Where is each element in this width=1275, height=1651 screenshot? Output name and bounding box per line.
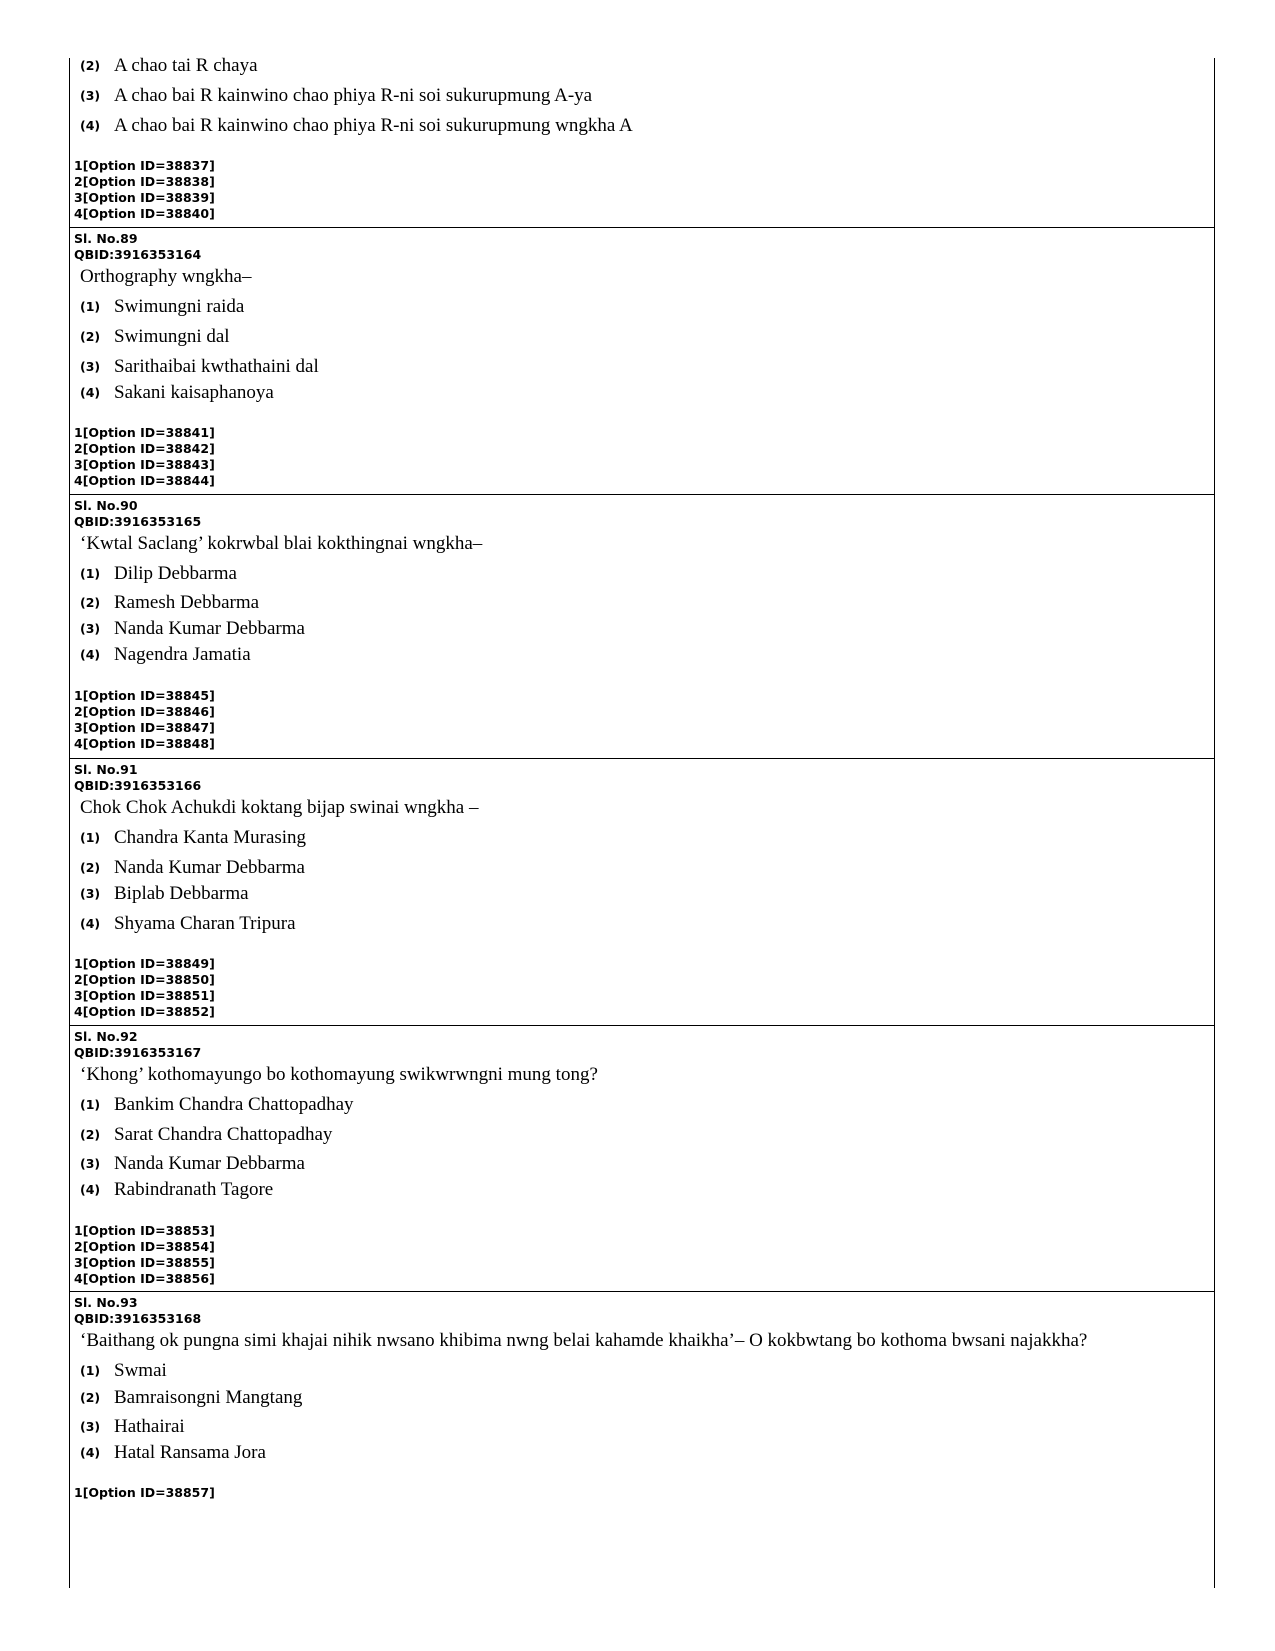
serial-number: Sl. No.90 xyxy=(74,498,138,513)
option-id: 3[Option ID=38851] xyxy=(74,988,215,1003)
option-id-list xyxy=(74,1223,215,1287)
option-id: 2[Option ID=38842] xyxy=(74,441,215,456)
question-text: Chok Chok Achukdi koktang bijap swinai wngkha – xyxy=(80,797,479,818)
option-text: Biplab Debbarma xyxy=(114,883,249,904)
option-number: (4) xyxy=(80,118,101,133)
option-id: 3[Option ID=38843] xyxy=(74,457,215,472)
question-block xyxy=(70,495,1214,759)
option-number: (4) xyxy=(80,385,101,400)
option-id-list xyxy=(74,158,215,222)
serial-number: Sl. No.92 xyxy=(74,1029,138,1044)
option-id: 3[Option ID=38839] xyxy=(74,190,215,205)
option-text: A chao bai R kainwino chao phiya R-ni soi sukurupmung A-ya xyxy=(114,85,593,106)
option-text: Hathairai xyxy=(114,1416,185,1437)
qbid: QBID:3916353164 xyxy=(74,247,202,262)
qbid: QBID:3916353165 xyxy=(74,514,202,529)
option-number: (2) xyxy=(80,595,101,610)
option-id: 4[Option ID=38844] xyxy=(74,473,215,488)
serial-number: Sl. No.93 xyxy=(74,1295,138,1310)
option-number: (4) xyxy=(80,647,101,662)
question-block xyxy=(70,228,1214,495)
option-id: 1[Option ID=38857] xyxy=(74,1485,215,1500)
option-text: Dilip Debbarma xyxy=(114,563,237,584)
option-number: (2) xyxy=(80,1390,101,1405)
option-text: Nanda Kumar Debbarma xyxy=(114,857,305,878)
option-text: Hatal Ransama Jora xyxy=(114,1442,266,1463)
option-text: Sarithaibai kwthathaini dal xyxy=(114,356,319,377)
option-number: (1) xyxy=(80,566,101,581)
option-id: 2[Option ID=38846] xyxy=(74,704,215,719)
option-id: 1[Option ID=38849] xyxy=(74,956,215,971)
option-number: (1) xyxy=(80,830,101,845)
option-id: 4[Option ID=38852] xyxy=(74,1004,215,1019)
question-text: ‘Baithang ok pungna simi khajai nihik nwsano khibima nwng belai kahamde khaikha’– O kokbwtang bo kothoma bwsani najakkha? xyxy=(80,1330,1088,1351)
question-sheet xyxy=(69,55,1215,1588)
option-number: (2) xyxy=(80,1127,101,1142)
option-number: (4) xyxy=(80,1445,101,1460)
option-text: A chao bai R kainwino chao phiya R-ni soi sukurupmung wngkha A xyxy=(114,115,633,136)
option-id: 1[Option ID=38853] xyxy=(74,1223,215,1238)
option-id: 1[Option ID=38841] xyxy=(74,425,215,440)
option-number: (2) xyxy=(80,329,101,344)
option-text: Sarat Chandra Chattopadhay xyxy=(114,1124,333,1145)
option-id-list xyxy=(74,688,215,752)
serial-number: Sl. No.89 xyxy=(74,231,138,246)
question-text: ‘Kwtal Saclang’ kokrwbal blai kokthingnai wngkha– xyxy=(80,533,483,554)
option-number: (3) xyxy=(80,88,101,103)
option-id-list xyxy=(74,1485,215,1501)
option-number: (3) xyxy=(80,621,101,636)
option-id: 2[Option ID=38854] xyxy=(74,1239,215,1254)
option-text: Sakani kaisaphanoya xyxy=(114,382,274,403)
option-text: Ramesh Debbarma xyxy=(114,592,260,613)
qbid: QBID:3916353168 xyxy=(74,1311,202,1326)
question-text: Orthography wngkha– xyxy=(80,266,252,287)
option-number: (1) xyxy=(80,299,101,314)
option-id: 2[Option ID=38850] xyxy=(74,972,215,987)
option-id: 1[Option ID=38837] xyxy=(74,158,215,173)
question-text: ‘Khong’ kothomayungo bo kothomayung swikwrwngni mung tong? xyxy=(80,1064,598,1085)
option-number: (4) xyxy=(80,1182,101,1197)
option-number: (1) xyxy=(80,1363,101,1378)
qbid: QBID:3916353167 xyxy=(74,1045,202,1060)
option-id-list xyxy=(74,425,215,489)
question-block xyxy=(70,759,1214,1026)
option-number: (3) xyxy=(80,1419,101,1434)
option-text: Nanda Kumar Debbarma xyxy=(114,618,305,639)
option-text: Chandra Kanta Murasing xyxy=(114,827,307,848)
option-text: Rabindranath Tagore xyxy=(114,1179,274,1200)
option-number: (3) xyxy=(80,886,101,901)
option-id: 2[Option ID=38838] xyxy=(74,174,215,189)
qbid: QBID:3916353166 xyxy=(74,778,202,793)
option-text: Nagendra Jamatia xyxy=(114,644,251,665)
option-number: (3) xyxy=(80,359,101,374)
serial-number: Sl. No.91 xyxy=(74,762,138,777)
option-text: Swimungni dal xyxy=(114,326,230,347)
option-id-list xyxy=(74,956,215,1020)
option-text: Nanda Kumar Debbarma xyxy=(114,1153,305,1174)
option-text: A chao tai R chaya xyxy=(114,55,258,76)
option-id: 3[Option ID=38855] xyxy=(74,1255,215,1270)
option-number: (4) xyxy=(80,916,101,931)
question-block xyxy=(70,1026,1214,1292)
question-block xyxy=(70,1292,1214,1588)
question-block-continued xyxy=(70,55,1214,228)
option-id: 4[Option ID=38848] xyxy=(74,736,215,751)
option-text: Shyama Charan Tripura xyxy=(114,913,296,934)
option-number: (2) xyxy=(80,860,101,875)
option-number: (3) xyxy=(80,1156,101,1171)
option-id: 4[Option ID=38856] xyxy=(74,1271,215,1286)
option-text: Bankim Chandra Chattopadhay xyxy=(114,1094,354,1115)
option-text: Swimungni raida xyxy=(114,296,245,317)
option-id: 1[Option ID=38845] xyxy=(74,688,215,703)
option-id: 4[Option ID=38840] xyxy=(74,206,215,221)
option-text: Bamraisongni Mangtang xyxy=(114,1387,303,1408)
option-number: (1) xyxy=(80,1097,101,1112)
option-id: 3[Option ID=38847] xyxy=(74,720,215,735)
option-number: (2) xyxy=(80,58,101,73)
option-text: Swmai xyxy=(114,1360,167,1381)
